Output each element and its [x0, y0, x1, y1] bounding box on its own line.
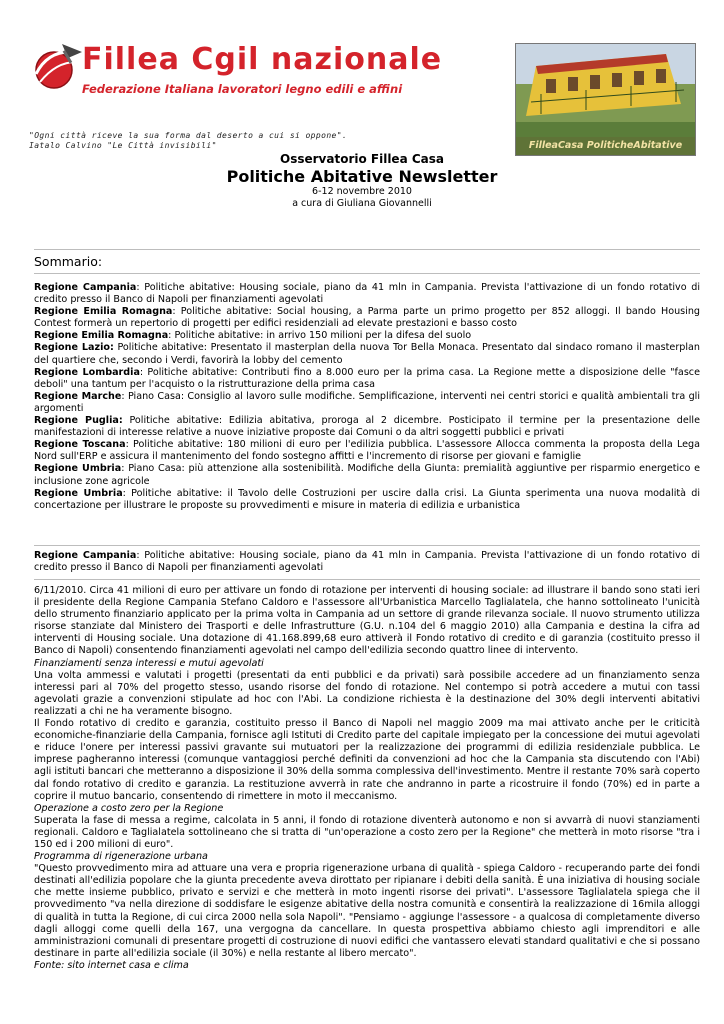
- article-paragraph: Superata la fase di messa a regime, calcolata in 5 anni, il fondo di rotazione diventerà autonomo e non si avvarrà di nuovi stanziamenti regionali. Caldoro e Taglialatela sottolineano che si tratta di "un'operazione a costo zero per la Regione" che metterà in moto risorse "tra i 150 ed i 200 milioni di euro".: [34, 814, 700, 850]
- summary-text: Politiche abitative: Presentato il masterplan della nuova Tor Bella Monaca. Presentato dal sindaco romano il masterplan del quartiere che, secondo i Verdi, favorirà la lobby del cemento: [34, 342, 700, 366]
- summary-text: Politiche abitative: Edilizia abitativa, proroga al 2 dicembre. Posticipato il termine per la presentazione delle manifestazioni di interesse relative a nuove iniziative proposte dai Comuni o da altri soggetti pubblici e privati: [34, 415, 700, 439]
- region-name: Regione Umbria: [34, 487, 123, 499]
- newsletter-dates: 6-12 novembre 2010: [312, 186, 412, 197]
- region-name: Regione Campania: [34, 550, 137, 561]
- building-illustration: [516, 44, 695, 137]
- newsletter-curator: a cura di Giuliana Giovannelli: [292, 198, 432, 209]
- article-subheading: Programma di rigenerazione urbana: [34, 851, 208, 863]
- article-paragraph: Il Fondo rotativo di credito e garanzia, costituito presso il Banco di Napoli nel maggio 2009 ma mai attivato anche per le criticità economiche-finanziarie della Campania, fornisce agli Istituti di Credito parte del capitale impiegato per la concessione dei mutui agevolati e riduce l'onere per interessi passivi gravante sui mutuatori per la realizzazione dei programmi di edilizia residenziale pubblica. Le imprese pagheranno interessi (comunque vantaggiosi perché definiti da convenzioni ad hoc che la Campania sta discutendo con l'Abi) agli istituti bancari che metteranno a disposizione il 30% della somma complessiva dell'investimento. Mentre il restante 70% sarà coperto dal fondo rotativo di credito e garanzia. La restituzione avverrà in rate che andranno in parte a ricostruire il fondo (70%) ed in parte a coprire il mutuo bancario, consentendo di rimettere in moto il meccanismo.: [34, 718, 700, 802]
- title-block: [0, 152, 724, 210]
- region-name: Regione Umbria: [34, 463, 122, 475]
- brand-subtitle: Federazione Italiana lavoratori legno edili e affini: [82, 82, 403, 96]
- region-name: Regione Toscana: [34, 439, 126, 451]
- header-photo: [515, 43, 696, 156]
- article-header-text: : Politiche abitative: Housing sociale, piano da 41 mln in Campania. Prevista l'attivazione di un fondo rotativo di credito presso il Banco di Napoli per finanziamenti agevolati: [34, 550, 700, 574]
- region-name: Regione Puglia:: [34, 415, 123, 427]
- sommario-list: [34, 282, 700, 512]
- article-paragraph: "Questo provvedimento mira ad attuare una vera e propria rigenerazione urbana di qualità - spiega Caldoro - recuperando parte dei fondi destinati all'edilizia popolare che la giunta precedente aveva dirottato per ripianare i debiti della sanità. È una iniziativa di housing sociale che mette insieme pubblico, privato e servizi e che metterà in moto ingenti risorse dei privati". L'assessore Taglialatela spiega che il provvedimento "va nella direzione di soddisfare le esigenze abitative della nostra comunità e consentirà la realizzazione di 16mila alloggi di qualità in tutta la Regione, di cui circa 2000 nella sola Napoli". "Pensiamo - aggiunge l'assessore - a qualcosa di completamente diverso dagli alloggi come quelli della 167, una vergogna da cancellare. In questa prospettiva abbiamo chiesto agli imprenditori e alle amministrazioni comunali di presentare progetti di costruzione di nuovi edifici che vantassero elevati standard qualitativi e che si possano destinare in parte all'edilizia sociale (il 30%) e nella restante al libero mercato".: [34, 863, 700, 959]
- region-name: Regione Emilia Romagna: [34, 306, 173, 318]
- newsletter-title: Politiche Abitative Newsletter: [226, 167, 498, 186]
- article-source: Fonte: sito internet casa e clima: [34, 959, 189, 971]
- region-name: Regione Campania: [34, 282, 137, 293]
- article-body: [34, 585, 700, 972]
- region-name: Regione Lombardia: [34, 366, 140, 378]
- list-item: [34, 367, 700, 391]
- quote-line-1: "Ogni città riceve la sua forma dal deserto a cui si oppone".: [29, 131, 348, 140]
- brand-title: Fillea Cgil nazionale: [82, 42, 443, 77]
- divider: [34, 273, 700, 274]
- quote: [29, 131, 347, 151]
- list-item: [34, 282, 700, 306]
- article-header: [34, 550, 700, 574]
- region-name: Regione Emilia Romagna: [34, 330, 169, 342]
- region-name: Regione Lazio:: [34, 342, 114, 354]
- list-item: [34, 415, 700, 439]
- list-item: [34, 330, 700, 342]
- region-name: Regione Marche: [34, 390, 122, 402]
- summary-text: : Piano Casa: Consiglio al lavoro sulle modifiche. Semplificazione, interventi nei centri storici e qualità ambientali tra gli argomenti: [34, 390, 701, 414]
- article-paragraph: Una volta ammessi e valutati i progetti (presentati da enti pubblici e da privati) sarà possibile accedere ad un finanziamento senza interessi pari al 70% del progetto stesso, usando risorse del fondo di rotazione. Nel contempo si potrà accedere a mutui con tassi agevolati grazie a convenzioni stipulate ad hoc con l'Abi. La condizione richiesta è la destinazione del 30% degli interventi abitativi realizzati a chi ne ha veramente bisogno.: [34, 669, 700, 717]
- divider: [34, 249, 700, 250]
- summary-text: : Politiche abitative: Housing sociale, piano da 41 mln in Campania. Prevista l'attivazione di un fondo rotativo di credito presso il Banco di Napoli per finanziamenti agevolati: [34, 282, 700, 306]
- list-item: [34, 439, 700, 463]
- list-item: [34, 306, 700, 330]
- observatory-title: Osservatorio Fillea Casa: [280, 152, 444, 166]
- list-item: [34, 488, 700, 512]
- summary-text: : Politiche abitative: 180 milioni di euro per l'edilizia pubblica. L'assessore Allocca commenta la proposta della Lega Nord sull'ERP e assicura il mantenimento del fondo sostegno affitti e l'incremento di risorse per giovani e famiglie: [34, 439, 700, 463]
- sommario-heading: Sommario:: [34, 254, 103, 269]
- article-subheading: Operazione a costo zero per la Regione: [34, 802, 224, 814]
- summary-text: : Politiche abitative: il Tavolo delle Costruzioni per uscire dalla crisi. La Giunta sperimenta una nuova modalità di concertazione per illustrare le proposte su provvedimenti e misure in materia di edilizia e urbanistica: [34, 487, 700, 511]
- summary-text: : Politiche abitative: in arrivo 150 milioni per la difesa del suolo: [168, 330, 472, 342]
- divider: [34, 545, 700, 546]
- quote-line-2: Iatalo Calvino "Le Città invisibili": [29, 141, 217, 150]
- list-item: [34, 391, 700, 415]
- divider: [34, 579, 700, 580]
- article-subheading: Finanziamenti senza interessi e mutui agevolati: [34, 657, 264, 669]
- fillea-logo-icon: [28, 40, 88, 96]
- summary-text: : Politiche abitative: Contributi fino a 8.000 euro per la prima casa. La Regione mette a disposizione delle "fasce deboli" una tantum per l'acquisto o la ristrutturazione della prima casa: [34, 366, 700, 390]
- summary-text: : Piano Casa: più attenzione alla sostenibilità. Modifiche della Giunta: premialità aggiuntive per risparmio energetico e inclusione zone agricole: [34, 463, 701, 487]
- photo-caption: FilleaCasa PoliticheAbitative: [516, 137, 695, 155]
- list-item: [34, 342, 700, 366]
- list-item: [34, 463, 700, 487]
- summary-text: : Politiche abitative: Social housing, a Parma parte un primo progetto per 852 alloggi. Il bando Housing Contest formerà un repertorio di progetti per edifici residenziali ad elevate prestazioni e basso costo: [34, 306, 701, 330]
- article-paragraph: 6/11/2010. Circa 41 milioni di euro per attivare un fondo di rotazione per interventi di housing sociale: ad illustrare il bando sono stati ieri il presidente della Regione Campania Stefano Caldoro e l'assessore all'Urbanistica Marcello Taglialatela, che hanno sottolineato l'unicità dello strumento finanziario applicato per la prima volta in Campania ad un settore di grande rilevanza sociale. Il nuovo strumento utilizza risorse stanziate dal Ministero dei Trasporti e delle Infrastrutture (G.U. n.104 del 6 maggio 2010) alla Campania e destina la cifra ad interventi di Housing sociale. Una dotazione di 41.168.899,68 euro attiverà il Fondo rotativo di credito e di garanzia (costituito presso il Banco di Napoli) consentendo finanziamenti agevolati nel campo dell'edilizia secondo quattro linee di intervento.: [34, 585, 700, 657]
